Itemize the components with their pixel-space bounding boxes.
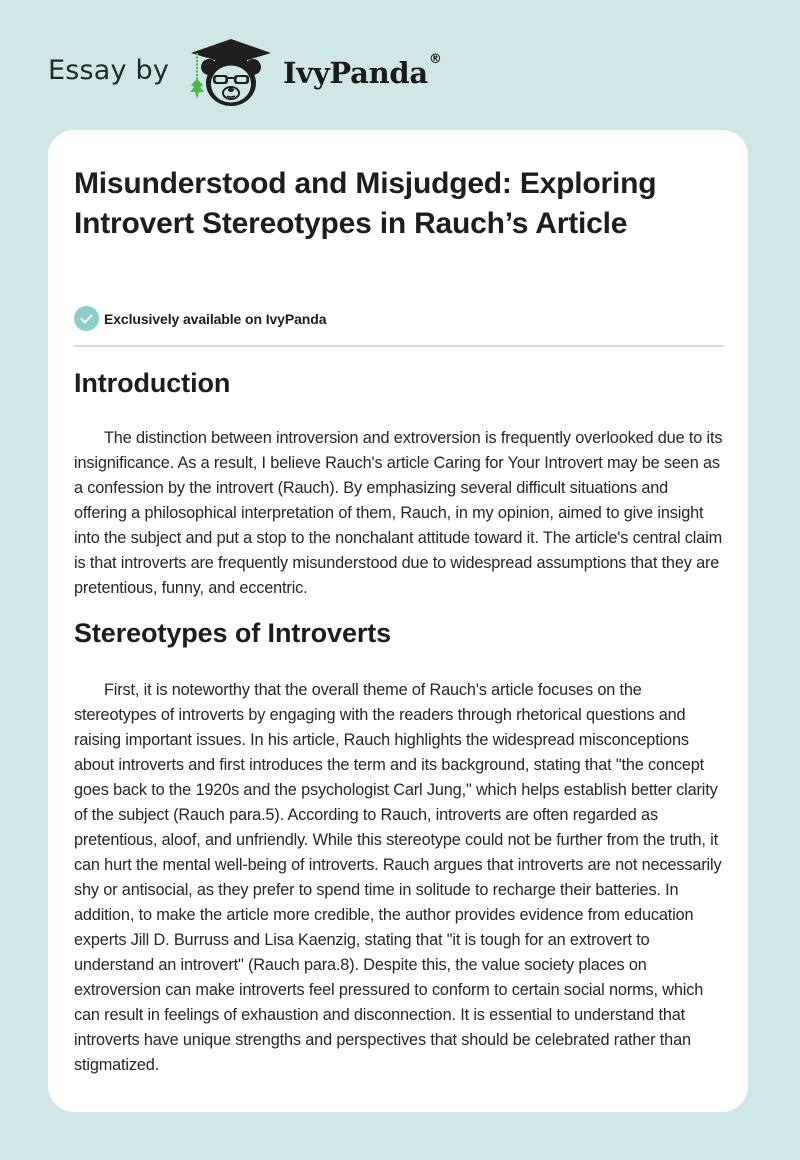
registered-mark: ® [428, 52, 442, 67]
paragraph-stereotypes: First, it is noteworthy that the overall theme of Rauch's article focuses on the stereotypes of introverts by engaging with the readers through rhetorical questions and raising important issues. In his article, Rauch highlights the widespread misconceptions about introverts and first introduces the term and its background, stating that "the concept goes back to the 1920s and the psychologist Carl Jung," which helps establish better clarity of the subject (Rauch para.5). According to Rauch, introverts are often regarded as pretentious, aloof, and unfriendly. While this stereotype could not be further from the truth, it can hurt the mental well-being of introverts. Rauch argues that introverts are not necessarily shy or antisocial, as they prefer to spend time in solitude to recharge their batteries. In addition, to make the article more credible, the author provides evidence from education experts Jill D. Burruss and Lisa Kaenzig, stating that "it is tough for an extrovert to understand an introvert" (Rauch para.8). Despite this, the value society places on extroversion can make introverts feel pressured to conform to certain social norms, which can result in feelings of exhaustion and disconnection. It is essential to understand that introverts have unique strengths and perspectives that should be celebrated rather than stigmatized. [74, 681, 722, 1074]
title-divider [74, 345, 724, 347]
section-heading-introduction: Introduction [74, 368, 231, 398]
section-heading-stereotypes: Stereotypes of Introverts [74, 618, 392, 648]
check-circle-icon [74, 306, 99, 331]
exclusive-badge-text: Exclusively available on IvyPanda [104, 310, 327, 327]
essay-by-label: Essay by [48, 54, 170, 86]
brand-name-text: IvyPanda [283, 56, 428, 90]
essay-card [48, 130, 748, 1112]
panda-logo-icon [189, 37, 273, 109]
brand-header [48, 32, 442, 112]
exclusive-badge [74, 306, 326, 331]
brand-name [283, 52, 442, 90]
page-title: Misunderstood and Misjudged: Exploring Introvert Stereotypes in Rauch’s Article [74, 167, 657, 240]
paragraph-introduction: The distinction between introversion and extroversion is frequently overlooked due to its insignificance. As a result, I believe Rauch's article Caring for Your Introvert may be seen as a confession by the introvert (Rauch). By emphasizing several difficult situations and offering a philosophical interpretation of them, Rauch, in my opinion, aimed to give insight into the subject and put a stop to the nonchalant attitude toward it. The article's central claim is that introverts are frequently misunderstood due to widespread assumptions that they are pretentious, funny, and eccentric. [74, 429, 723, 597]
